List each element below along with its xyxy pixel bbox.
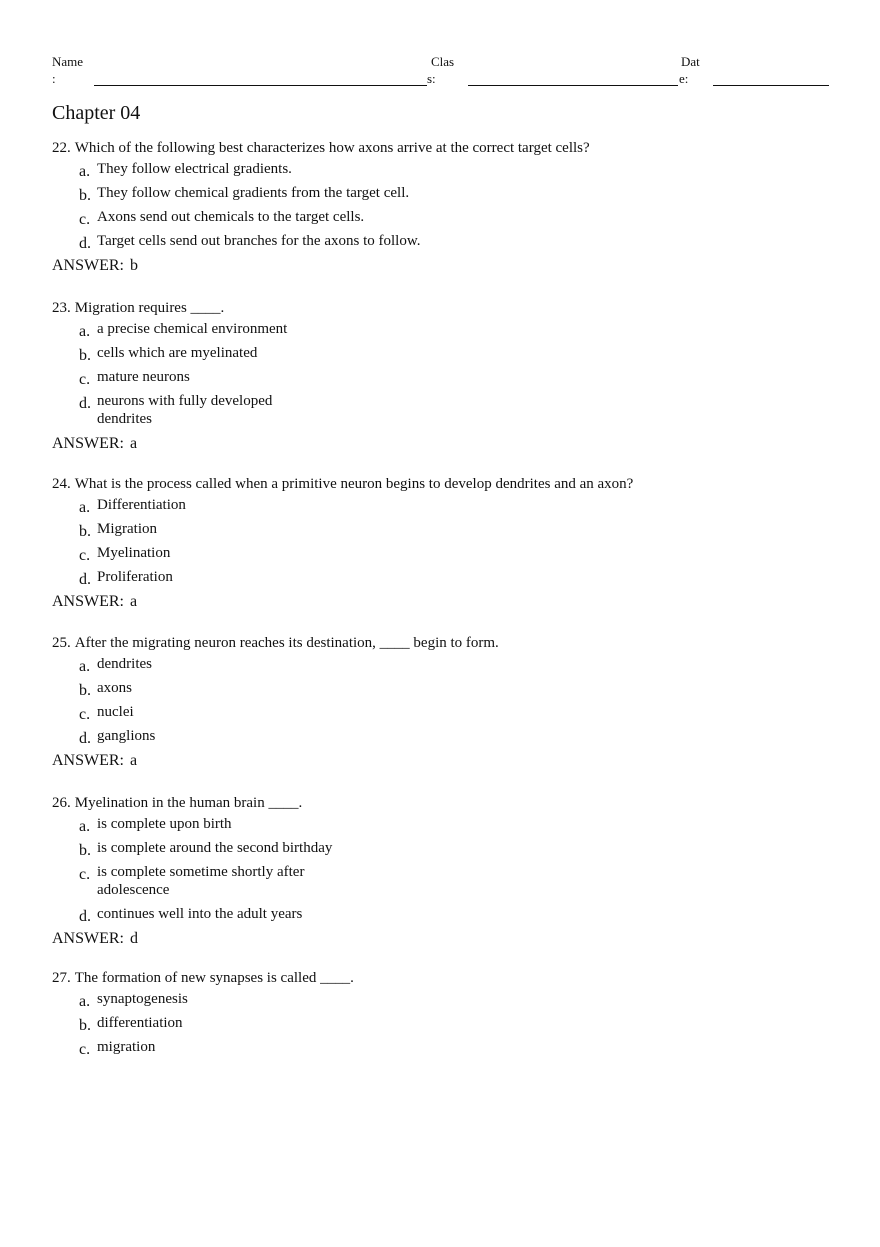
option-text: dendrites [97,656,152,672]
answer-key: d [130,930,138,947]
answer-option[interactable] [52,184,842,202]
option-text: is complete around the second birthday [97,840,333,856]
option-letter: d. [79,571,91,588]
question-number: 22. [52,140,71,156]
chapter-title: Chapter 04 [52,102,141,124]
answer-option[interactable] [52,232,842,250]
question-stem [52,634,842,652]
option-letter: c. [79,706,91,723]
question-number: 23. [52,300,71,316]
answer-line [52,929,842,949]
question-block [52,969,842,1062]
answer-option[interactable] [52,863,842,899]
answer-line [52,256,842,276]
answer-option[interactable] [52,815,842,833]
question-block [52,475,842,612]
option-text: Myelination [97,545,171,561]
answer-option[interactable] [52,320,842,338]
option-letter: b. [79,523,91,540]
question-block [52,634,842,771]
answer-label: ANSWER: [52,752,124,769]
option-letter: d. [79,908,91,925]
answer-option[interactable] [52,544,842,562]
answer-option[interactable] [52,160,842,178]
class-label-top: Clas [431,54,455,69]
option-text: nuclei [97,704,134,720]
answer-line [52,434,842,454]
option-letter: a. [79,818,91,835]
option-letter: c. [79,211,91,228]
answer-option[interactable] [52,368,842,386]
answer-key: a [130,752,138,769]
answer-line [52,751,842,771]
answer-label: ANSWER: [52,930,124,947]
question-stem [52,475,842,493]
option-text: cells which are myelinated [97,345,258,361]
question-number: 27. [52,970,71,986]
name-label-top: Name [52,54,84,69]
question-number: 26. [52,795,71,811]
question-text: The formation of new synapses is called ____. [74,970,354,986]
answer-label: ANSWER: [52,435,124,452]
answer-option[interactable] [52,727,842,745]
option-letter: b. [79,347,91,364]
answer-option[interactable] [52,344,842,362]
answer-option[interactable] [52,1038,842,1056]
option-letter: a. [79,163,91,180]
question-text: What is the process called when a primitive neuron begins to develop dendrites and an axon? [74,476,634,492]
date-field-line[interactable] [713,85,829,86]
question-stem [52,139,842,157]
question-block [52,299,842,454]
answer-option[interactable] [52,905,842,923]
option-letter: c. [79,1041,91,1058]
answer-option[interactable] [52,990,842,1008]
answer-option[interactable] [52,703,842,721]
option-letter: b. [79,682,91,699]
option-letter: a. [79,323,91,340]
question-block [52,139,842,276]
answer-option[interactable] [52,655,842,673]
answer-option[interactable] [52,1014,842,1032]
option-letter: c. [79,547,91,564]
option-letter: d. [79,395,91,412]
answer-option[interactable] [52,839,842,857]
option-text: Differentiation [97,497,186,513]
option-text: ganglions [97,728,156,744]
option-text: Target cells send out branches for the axons to follow. [97,233,421,249]
option-letter: a. [79,499,91,516]
option-letter: c. [79,371,91,388]
question-number: 24. [52,476,71,492]
answer-option[interactable] [52,568,842,586]
question-text: Myelination in the human brain ____. [74,795,303,811]
option-letter: a. [79,993,91,1010]
question-number: 25. [52,635,71,651]
question-text: Migration requires ____. [74,300,225,316]
option-text: continues well into the adult years [97,906,303,922]
answer-line [52,592,842,612]
option-letter: d. [79,235,91,252]
option-letter: d. [79,730,91,747]
option-text: They follow chemical gradients from the target cell. [97,185,410,201]
option-text: mature neurons [97,369,190,385]
answer-option[interactable] [52,520,842,538]
question-block [52,794,842,949]
answer-option[interactable] [52,392,842,428]
answer-key: a [130,435,138,452]
answer-option[interactable] [52,679,842,697]
class-field-line[interactable] [468,85,678,86]
option-text: is complete upon birth [97,816,232,832]
answer-option[interactable] [52,496,842,514]
question-text: After the migrating neuron reaches its destination, ____ begin to form. [74,635,499,651]
option-letter: b. [79,187,91,204]
option-text: neurons with fully developed dendrites [97,393,273,427]
name-field-line[interactable] [94,85,427,86]
option-text: Proliferation [97,569,173,585]
answer-key: b [130,257,138,274]
option-text: migration [97,1039,156,1055]
option-text: axons [97,680,132,696]
option-text: differentiation [97,1015,183,1031]
date-label-top: Dat [681,54,700,69]
option-text: Migration [97,521,157,537]
option-letter: c. [79,866,91,883]
option-text: a precise chemical environment [97,321,288,337]
option-text: synaptogenesis [97,991,188,1007]
option-letter: b. [79,1017,91,1034]
question-stem [52,969,842,987]
question-text: Which of the following best characterizes how axons arrive at the correct target cells? [74,140,590,156]
answer-label: ANSWER: [52,257,124,274]
class-label-bottom: s: [427,71,436,86]
option-text: They follow electrical gradients. [97,161,292,177]
question-stem [52,794,842,812]
answer-label: ANSWER: [52,593,124,610]
option-letter: b. [79,842,91,859]
question-stem [52,299,842,317]
answer-key: a [130,593,138,610]
answer-option[interactable] [52,208,842,226]
option-letter: a. [79,658,91,675]
option-text: is complete sometime shortly after adolescence [97,864,305,898]
date-label-bottom: e: [679,71,689,86]
option-text: Axons send out chemicals to the target cells. [97,209,365,225]
name-label-bottom: : [52,71,56,86]
